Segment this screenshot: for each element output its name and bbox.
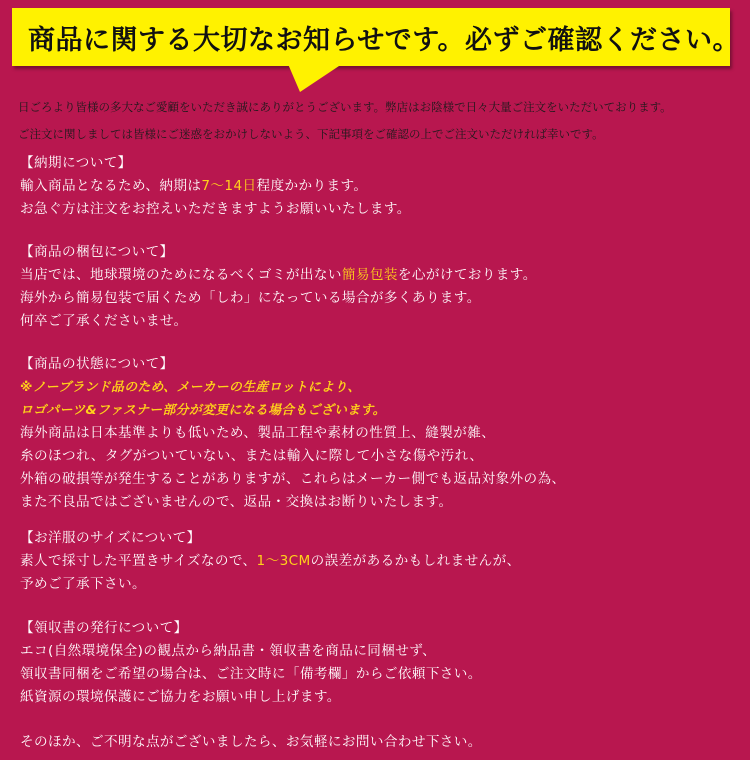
condition-line-3: 外箱の破損等が発生することがありますが、これらはメーカー側でも返品対象外の為、 [20, 471, 566, 487]
condition-warning-1: ※ノーブランド品のため、メーカーの生産ロットにより、 [20, 380, 361, 395]
closing-line: そのほか、ご不明な点がございましたら、お気軽にお問い合わせ下さい。 [20, 734, 482, 750]
size-tolerance-highlight: 1～3CM [256, 553, 311, 569]
section-heading: 【商品の梱包について】 [20, 244, 174, 260]
receipt-line-2: 領収書同梱をご希望の場合は、ご注文時に「備考欄」からご依頼下さい。 [20, 666, 482, 682]
notice-banner [12, 8, 741, 66]
condition-line-1: 海外商品は日本基準よりも低いため、製品工程や素材の性質上、縫製が雑、 [20, 425, 496, 441]
text: 程度かかります。 [256, 178, 368, 194]
delivery-period-highlight: 7～14日 [201, 178, 257, 194]
packaging-line-2: 海外から簡易包装で届くため「しわ」になっている場合が多くあります。 [20, 290, 481, 306]
section-heading: 【領収書の発行について】 [20, 620, 188, 636]
text: の誤差があるかもしれませんが、 [310, 553, 521, 569]
receipt-line-1: エコ(自然環境保全)の観点から納品書・領収書を商品に同梱せず、 [20, 643, 437, 659]
section-heading: 【お洋服のサイズについて】 [20, 530, 201, 546]
speech-bubble-tail [284, 64, 344, 94]
receipt-line-3: 紙資源の環境保護にご協力をお願い申し上げます。 [20, 689, 341, 705]
text: 素人で採寸した平置きサイズなので、 [20, 553, 257, 569]
text: 当店では、地球環境のためになるべくゴミが出ない [20, 267, 342, 283]
section-receipt [20, 617, 740, 709]
condition-warning-2: ロゴパーツ&ファスナー部分が変更になる場合もございます。 [20, 403, 386, 418]
section-closing [20, 731, 740, 754]
section-heading: 【納期について】 [20, 155, 132, 171]
section-heading: 【商品の状態について】 [20, 356, 174, 372]
text: 輸入商品となるため、納期は [20, 178, 202, 194]
condition-line-4: また不良品ではございませんので、返品・交換はお断りいたします。 [20, 494, 453, 510]
packaging-line-3: 何卒ご了承くださいませ。 [20, 313, 188, 329]
text: を心がけております。 [397, 267, 537, 283]
simple-packaging-highlight: 簡易包装 [341, 267, 398, 283]
size-line-1 [20, 550, 740, 573]
size-line-2: 予めご了承下さい。 [20, 576, 146, 592]
delivery-line-2: お急ぐ方は注文をお控えいただきますようお願いいたします。 [20, 201, 411, 217]
section-packaging [20, 241, 740, 333]
intro-line-2: ご注文に関しましては皆様にご迷惑をおかけしないよう、下記事項をご確認の上でご注文いただければ幸いです。 [18, 127, 604, 141]
section-delivery [20, 152, 740, 221]
banner-title: 商品に関する大切なお知らせです。必ずご確認ください。 [28, 25, 741, 56]
section-condition [20, 353, 740, 514]
delivery-line-1 [20, 175, 740, 198]
packaging-line-1 [20, 264, 740, 287]
intro-line-1: 日ごろより皆様の多大なご愛顧をいただき誠にありがとうございます。弊店はお陰様で日々大量ご注文をいただいております。 [18, 100, 672, 114]
section-size [20, 527, 740, 596]
condition-line-2: 糸のほつれ、タグがついていない、または輸入に際して小さな傷や汚れ、 [20, 448, 484, 464]
